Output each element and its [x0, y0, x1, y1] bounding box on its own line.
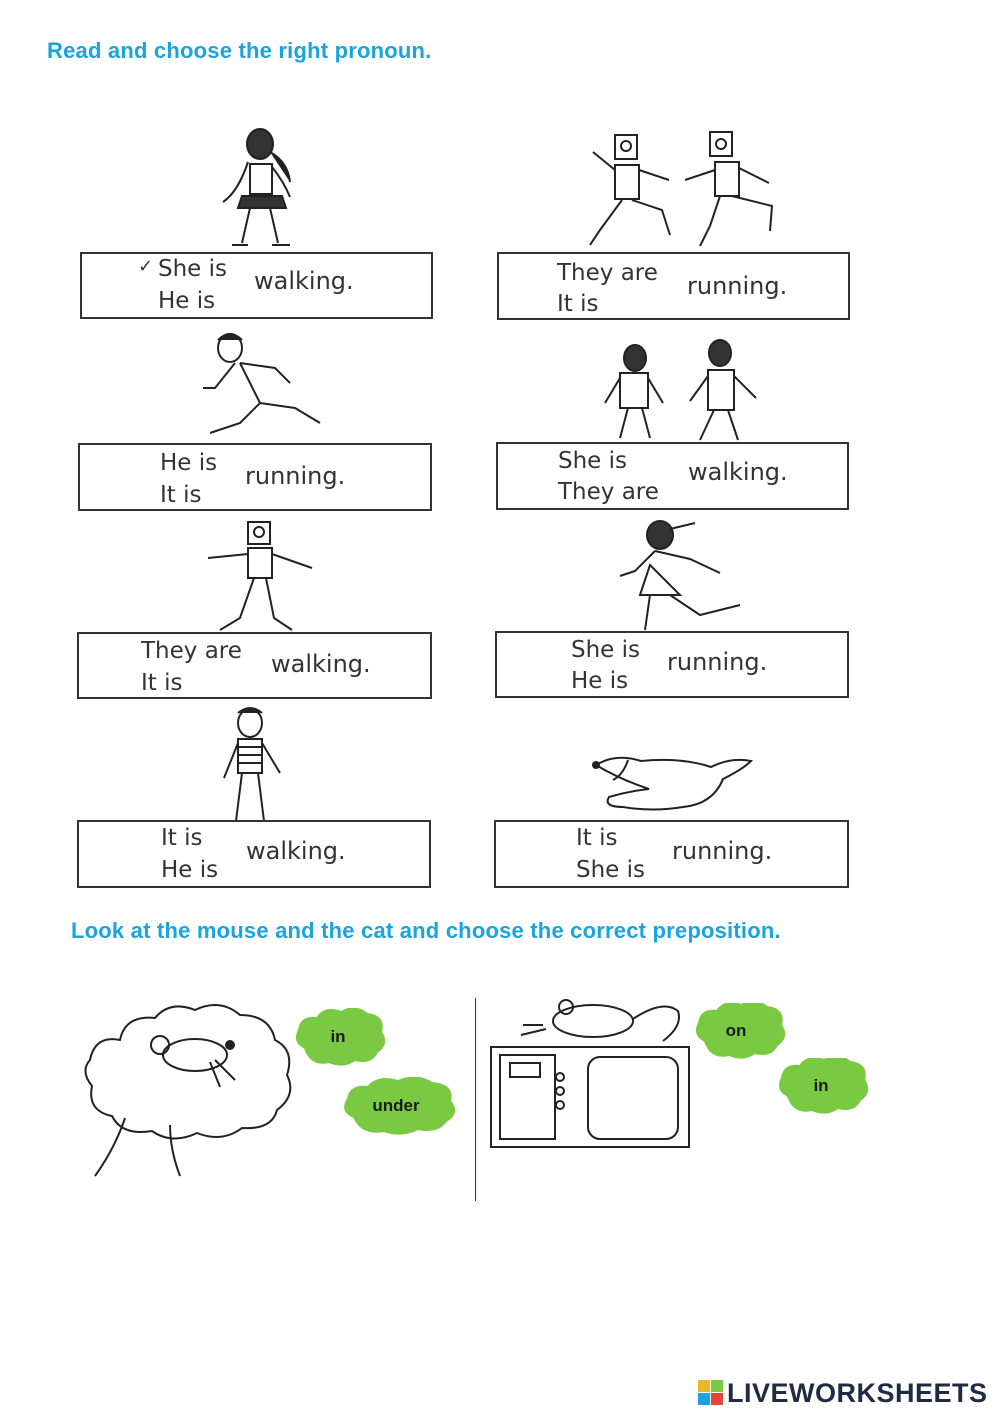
- section-divider: [475, 998, 476, 1201]
- exercise-box-6: [495, 631, 849, 698]
- option-he-is[interactable]: He is: [571, 668, 629, 694]
- option-he-is[interactable]: He is: [161, 857, 219, 883]
- exercise-box-7: [77, 820, 431, 888]
- exercise-box-5: [77, 632, 432, 699]
- robot-walking-picture: [200, 518, 320, 636]
- option-it-is[interactable]: It is: [576, 825, 618, 851]
- boy-walking-picture: [210, 705, 295, 830]
- option-she-is[interactable]: She is: [576, 857, 646, 883]
- option-it-is[interactable]: It is: [557, 291, 599, 317]
- exercise-box-1: [80, 252, 433, 319]
- girl-running-picture: [600, 515, 750, 640]
- man-running-picture: [185, 328, 330, 448]
- option-it-is[interactable]: It is: [160, 482, 202, 508]
- mouse-in-tree-picture: [80, 1000, 300, 1178]
- option-they-are[interactable]: They are: [558, 479, 659, 505]
- verb-label: running.: [672, 837, 773, 865]
- choice-label-in-right[interactable]: in: [813, 1076, 829, 1095]
- option-she-is[interactable]: She is: [558, 448, 628, 474]
- option-they-are[interactable]: They are: [557, 260, 658, 286]
- verb-label: walking.: [271, 650, 371, 678]
- verb-label: running.: [667, 648, 768, 676]
- choice-label-on[interactable]: on: [725, 1021, 747, 1040]
- verb-label: running.: [245, 462, 346, 490]
- verb-label: walking.: [254, 267, 354, 295]
- children-walking-picture: [590, 338, 770, 446]
- option-they-are[interactable]: They are: [141, 638, 242, 664]
- mouse-on-tv-picture: [488, 995, 693, 1150]
- liveworksheets-mark-icon: [698, 1380, 724, 1406]
- exercise-box-4: [496, 442, 849, 510]
- option-it-is[interactable]: It is: [161, 825, 203, 851]
- robots-running-picture: [570, 120, 815, 255]
- girl-walking-picture: [210, 122, 310, 257]
- option-he-is[interactable]: He is: [160, 450, 218, 476]
- verb-label: walking.: [246, 837, 346, 865]
- exercise-box-8: [494, 820, 849, 888]
- liveworksheets-logo: [698, 1378, 988, 1408]
- section-heading-preposition: Look at the mouse and the cat and choose the correct preposition.: [71, 918, 781, 943]
- section-heading-pronoun: Read and choose the right pronoun.: [47, 38, 432, 63]
- option-she-is[interactable]: She is: [158, 256, 228, 282]
- checkmark-icon: ✓: [138, 256, 154, 277]
- exercise-box-2: [497, 252, 850, 320]
- option-he-is[interactable]: He is: [158, 288, 216, 314]
- choice-label-under[interactable]: under: [372, 1096, 420, 1115]
- exercise-box-3: [78, 443, 432, 511]
- choice-label-in[interactable]: in: [330, 1027, 346, 1046]
- option-she-is[interactable]: She is: [571, 637, 641, 663]
- brand-name: LIVEWORKSHEETS: [727, 1377, 988, 1408]
- verb-label: walking.: [688, 458, 788, 486]
- option-it-is[interactable]: It is: [141, 670, 183, 696]
- verb-label: running.: [687, 272, 788, 300]
- dog-running-picture: [588, 750, 763, 828]
